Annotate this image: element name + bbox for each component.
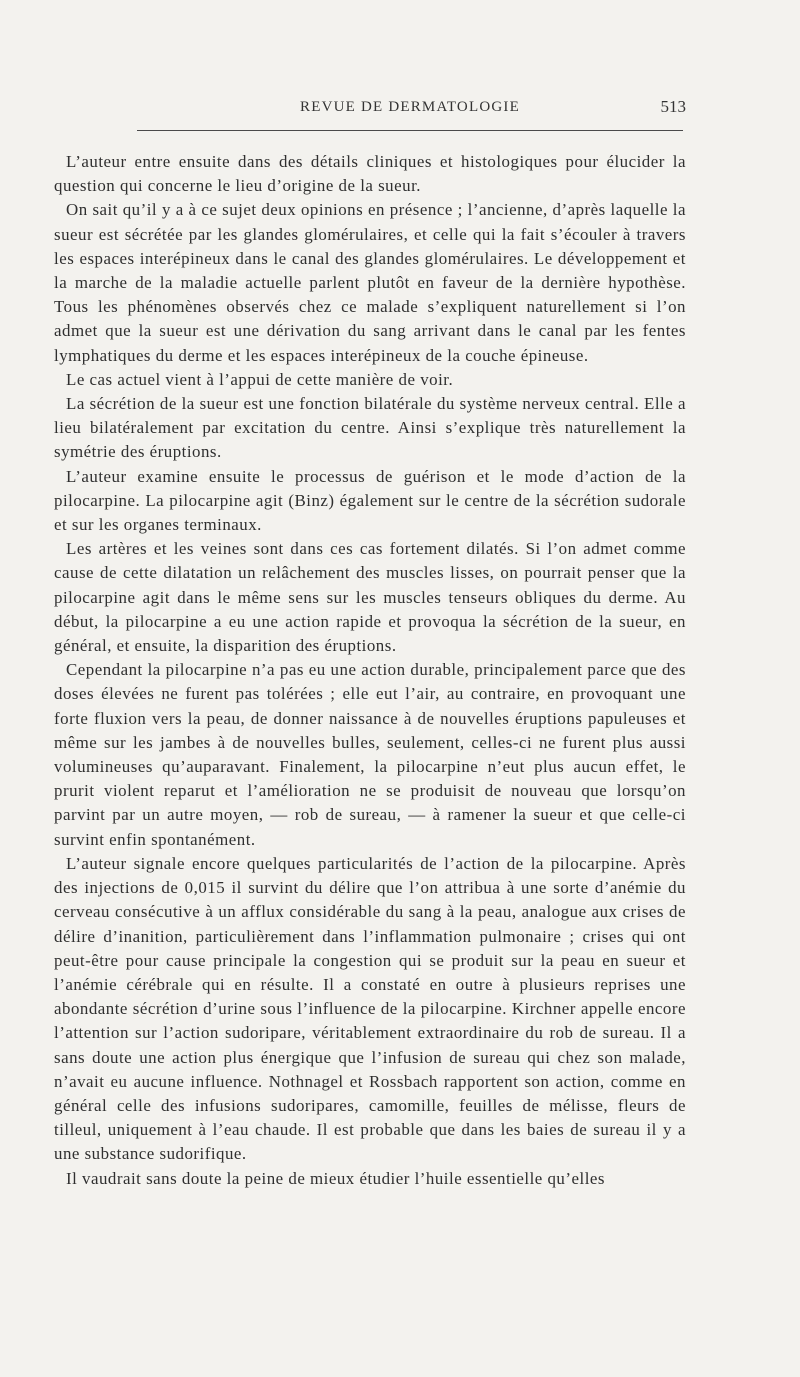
paragraph: L’auteur signale encore quelques particularités de l’action de la pilocarpine. Après des injections de 0,015 il survint du délire que l’on attribua à une sorte d’anémie du cerveau consécutive à un afflux considérable du sang à la peau, analogue aux crises de délire d’inanition, particulièrement dans l’inflammation pulmonaire ; crises qui ont peut-être pour cause principale la congestion qui se produit sur la peau en sueur et l’anémie cérébrale qui en résulte. Il a constaté en outre à plusieurs reprises une abondante sécrétion d’urine sous l’influence de la pilocarpine. Kirchner appelle encore l’attention sur l’action sudoripare, véritablement extraordinaire du rob de sureau. Il a sans doute une action plus énergique que l’infusion de sureau qui chez son malade, n’avait eu aucune influence. Nothnagel et Rossbach rapportent son action, comme en général celle des infusions sudoripares, camomille, feuilles de mélisse, fleurs de tilleul, uniquement à l’eau chaude. Il est probable que dans les baies de sureau il y a une substance sudorifique.	[54, 853, 686, 1164]
paragraph: La sécrétion de la sueur est une fonction bilatérale du système nerveux central. Elle a lieu bilatéralement par excitation du centre. Ainsi s’explique très naturellement la symétrie des éruptions.	[54, 394, 686, 462]
paragraph: On sait qu’il y a à ce sujet deux opinions en présence ; l’ancienne, d’après laquelle la sueur est sécrétée par les glandes glomérulaires, et celle qui la fait s’écouler à travers les espaces interépineux dans le canal des glandes glomérulaires. Le développement et la marche de la maladie actuelle parlent plutôt en faveur de la dernière hypothèse. Tous les phénomènes observés chez ce malade s’expliquent naturellement si l’on admet que la sueur est une dérivation du sang arrivant dans le canal par les fentes lymphatiques du derme et les espaces interépineux de la couche épineuse.	[54, 200, 686, 365]
running-title: REVUE DE DERMATOLOGIE	[300, 99, 520, 115]
paragraph: Les artères et les veines sont dans ces cas fortement dilatés. Si l’on admet comme cause de cette dilatation un relâchement des muscles lisses, on pourrait penser que la pilocarpine agit dans le même sens sur les muscles tenseurs obliques du derme. Au début, la pilocarpine a eu une action rapide et provoqua la sécrétion de la sueur, en général, et ensuite, la disparition des éruptions.	[54, 539, 686, 656]
paragraph: L’auteur entre ensuite dans des détails cliniques et histologiques pour élucider la question qui concerne le lieu d’origine de la sueur.	[54, 152, 686, 196]
header-rule	[137, 130, 683, 131]
paragraph: Il vaudrait sans doute la peine de mieux étudier l’huile essentielle qu’elles	[66, 1168, 605, 1188]
page-number: 513	[660, 97, 686, 116]
paragraph: Cependant la pilocarpine n’a pas eu une action durable, principalement parce que des doses élevées ne furent pas tolérées ; elle eut l’air, au contraire, en provoquant une forte fluxion vers la peau, de donner naissance à de nouvelles éruptions papuleuses et même sur les jambes à de nouvelles bulles, seulement, celles-ci ne furent plus aussi volumineuses qu’auparavant. Finalement, la pilocarpine n’eut plus aucun effet, le prurit violent reparut et l’amélioration ne se produisit de nouveau que lorsqu’on parvint par un autre moyen, — rob de sureau, — à ramener la sueur et que celle-ci survint enfin spontanément.	[54, 660, 686, 849]
paragraph: L’auteur examine ensuite le processus de guérison et le mode d’action de la pilocarpine. La pilocarpine agit (Binz) également sur le centre de la sécrétion sudorale et sur les organes terminaux.	[54, 466, 686, 535]
page-header	[0, 99, 800, 123]
body-text	[54, 150, 686, 1191]
paragraph: Le cas actuel vient à l’appui de cette manière de voir.	[66, 369, 454, 389]
